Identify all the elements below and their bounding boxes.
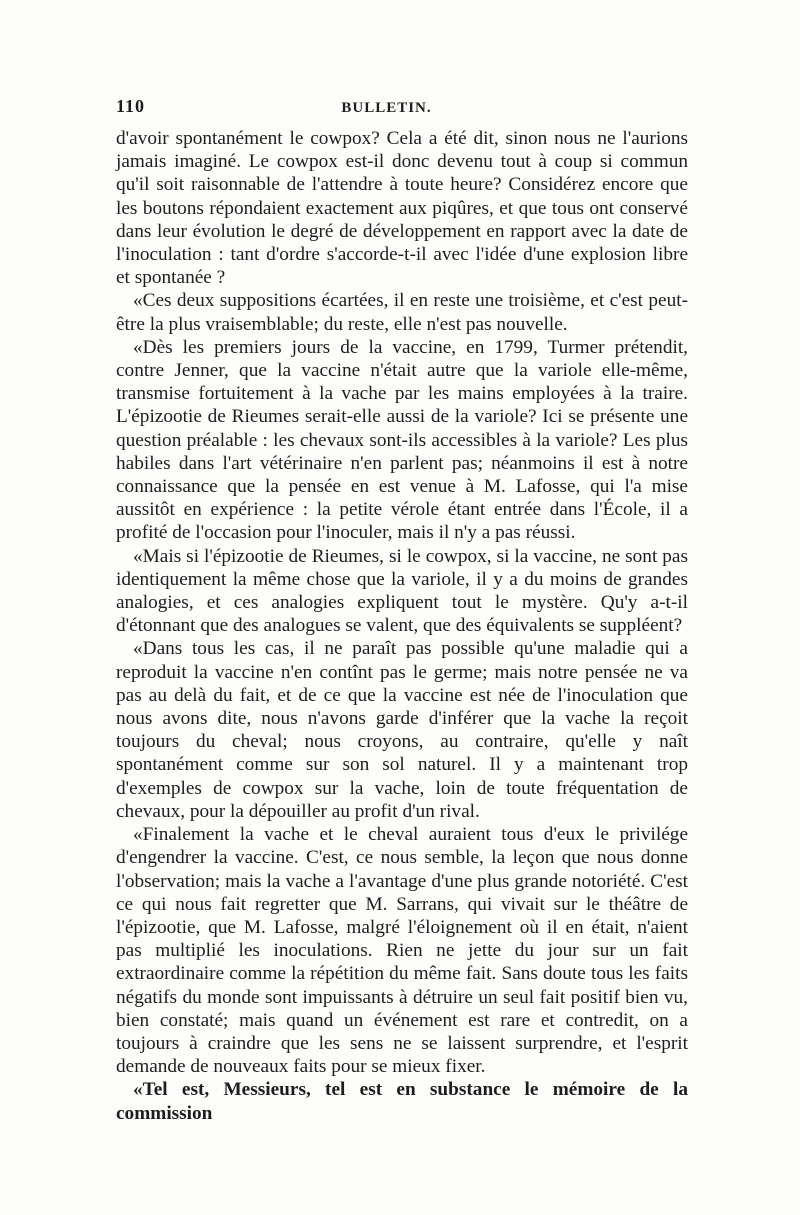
paragraph-continuation: d'avoir spontanément le cowpox? Cela a été dit, sinon nous ne l'aurions jamais imaginé. Le cowpox est-il donc devenu tout à coup si commun qu'il soit raisonnable de l'attendre à toute heure? Considérez encore que les boutons répondaient exactement aux piqûres, et que tous ont conservé dans leur évolution le degré de développement en rapport avec la date de l'inoculation : tant d'ordre s'accorde-t-il avec l'idée d'une explosion libre et spontanée ? — [116, 128, 688, 289]
paragraph: «Dans tous les cas, il ne paraît pas possible qu'une maladie qui a reproduit la vaccine n'en contînt pas le germe; mais notre pensée ne va pas au delà du fait, et de ce que la vaccine est née de l'inoculation que nous avons dite, nous n'avons garde d'inférer que la vache la reçoit toujours du cheval; nous croyons, au contraire, qu'elle y naît spontanément comme sur son sol naturel. Il y a maintenant trop d'exemples de cowpox sur la vache, loin de toute fréquentation de chevaux, pour la dépouiller au profit d'un rival. — [116, 638, 688, 822]
paragraph: «Mais si l'épizootie de Rieumes, si le cowpox, si la vaccine, ne sont pas identiquement la même chose que la variole, il y a du moins de grandes analogies, et ces analogies expliquent tout le mystère. Qu'y a-t-il d'étonnant que des analogues se valent, que des équivalents se suppléent? — [116, 545, 688, 637]
page-number: 110 — [116, 96, 146, 116]
paragraph-final: «Tel est, Messieurs, tel est en substance le mémoire de la commission — [116, 1079, 688, 1124]
body-text — [116, 127, 688, 1125]
paragraph: «Dès les premiers jours de la vaccine, en 1799, Turmer prétendit, contre Jenner, que la vaccine n'était autre que la variole elle-même, transmise fortuitement à la vache par les mains employées à la traire. L'épizootie de Rieumes serait-elle aussi de la variole? Ici se présente une question préalable : les chevaux sont-ils accessibles à la variole? Les plus habiles dans l'art vétérinaire n'en parlent pas; néanmoins il est à notre connaissance que la pensée en est venue à M. Lafosse, qui l'a mise aussitôt en expérience : la petite vérole étant entrée dans l'École, il a profité de l'occasion pour l'inoculer, mais il n'y a pas réussi. — [116, 336, 688, 544]
paragraph: «Finalement la vache et le cheval auraient tous d'eux le privilége d'engendrer la vaccine. C'est, ce nous semble, la leçon que nous donne l'observation; mais la vache a l'avantage d'une plus grande notoriété. C'est ce qui nous fait regretter que M. Sarrans, qui vivait sur le théâtre de l'épizootie, que M. Lafosse, malgré l'éloignement où il en était, n'aient pas multiplié les inoculations. Rien ne jette du jour sur un fait extraordinaire comme la répétition du même fait. Sans doute tous les faits négatifs du monde sont impuissants à détruire un seul fait positif bien vu, bien constaté; mais quand un événement est rare et contredit, on a toujours à craindre que les sens ne se laissent surprendre, et l'esprit demande de nouveaux faits pour se mieux fixer. — [116, 824, 688, 1078]
paragraph: «Ces deux suppositions écartées, il en reste une troisième, et c'est peut-être la plus vraisemblable; du reste, elle n'est pas nouvelle. — [116, 290, 688, 335]
running-head — [116, 96, 688, 120]
running-title: BULLETIN. — [341, 100, 432, 116]
